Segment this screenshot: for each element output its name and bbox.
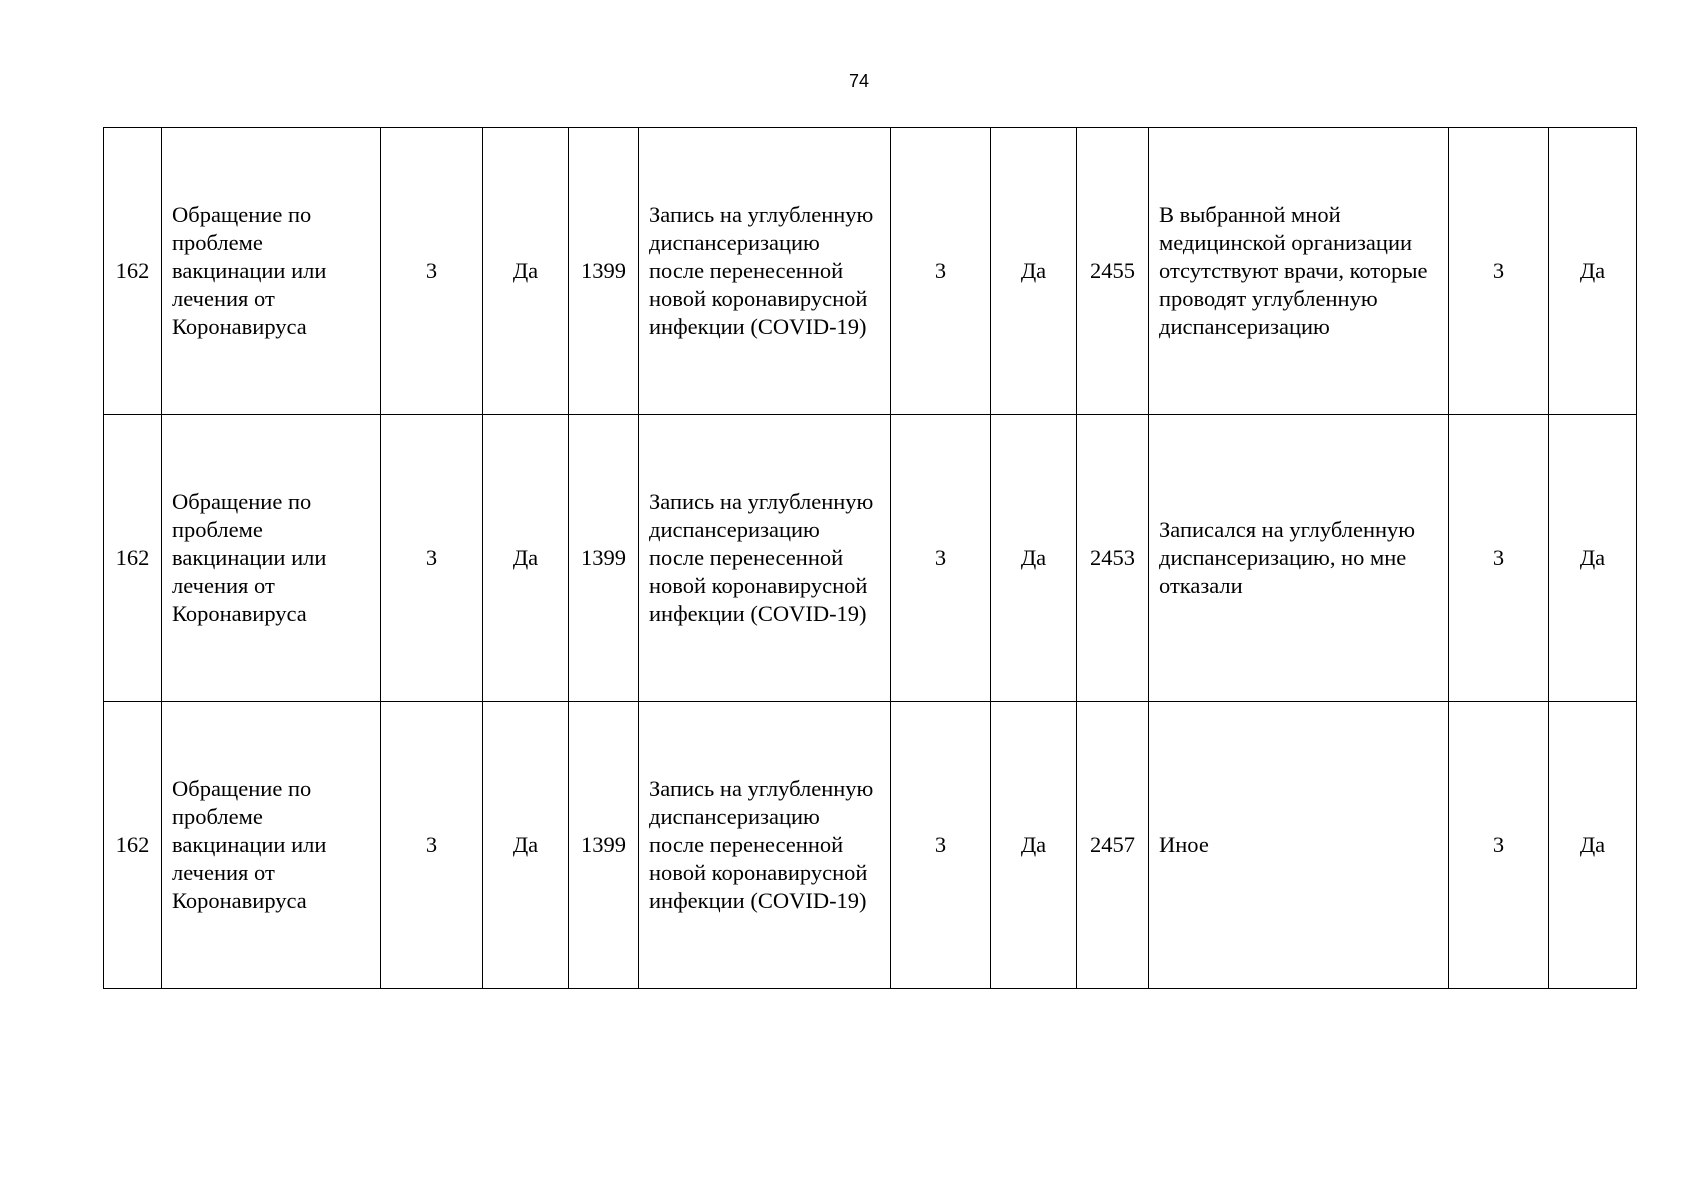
cell-topic: Обращение по проблеме вакцинации или лечения от Коронавируса — [162, 702, 381, 989]
cell-level: 3 — [381, 128, 483, 415]
cell-subtopic-level: 3 — [891, 128, 991, 415]
cell-subtopic-code: 1399 — [569, 415, 639, 702]
cell-fact-flag: Да — [1549, 415, 1637, 702]
cell-code: 162 — [104, 415, 162, 702]
cell-subtopic: Запись на углубленную диспансеризацию после перенесенной новой коронавирусной инфекции (COVID-19) — [639, 415, 891, 702]
cell-topic: Обращение по проблеме вакцинации или лечения от Коронавируса — [162, 415, 381, 702]
page-number: 74 — [848, 71, 870, 91]
cell-fact-level: 3 — [1449, 702, 1549, 989]
cell-subtopic-flag: Да — [991, 702, 1077, 989]
cell-fact-flag: Да — [1549, 128, 1637, 415]
cell-subtopic-level: 3 — [891, 702, 991, 989]
data-table — [103, 127, 1637, 989]
cell-fact: Иное — [1149, 702, 1449, 989]
cell-subtopic-flag: Да — [991, 415, 1077, 702]
cell-subtopic: Запись на углубленную диспансеризацию после перенесенной новой коронавирусной инфекции (COVID-19) — [639, 128, 891, 415]
cell-flag: Да — [483, 415, 569, 702]
cell-fact-level: 3 — [1449, 128, 1549, 415]
cell-fact-level: 3 — [1449, 415, 1549, 702]
table-row — [104, 415, 1637, 702]
cell-flag: Да — [483, 702, 569, 989]
cell-flag: Да — [483, 128, 569, 415]
cell-fact: В выбранной мной медицинской организации отсутствуют врачи, которые проводят углубленную диспансеризацию — [1149, 128, 1449, 415]
table-row — [104, 702, 1637, 989]
cell-fact-code: 2457 — [1077, 702, 1149, 989]
cell-fact-code: 2455 — [1077, 128, 1149, 415]
cell-code: 162 — [104, 128, 162, 415]
cell-code: 162 — [104, 702, 162, 989]
cell-subtopic-level: 3 — [891, 415, 991, 702]
cell-subtopic: Запись на углубленную диспансеризацию после перенесенной новой коронавирусной инфекции (COVID-19) — [639, 702, 891, 989]
cell-subtopic-code: 1399 — [569, 128, 639, 415]
cell-level: 3 — [381, 415, 483, 702]
table-row — [104, 128, 1637, 415]
cell-subtopic-code: 1399 — [569, 702, 639, 989]
cell-fact-flag: Да — [1549, 702, 1637, 989]
cell-topic: Обращение по проблеме вакцинации или лечения от Коронавируса — [162, 128, 381, 415]
cell-fact-code: 2453 — [1077, 415, 1149, 702]
cell-level: 3 — [381, 702, 483, 989]
cell-subtopic-flag: Да — [991, 128, 1077, 415]
cell-fact: Записался на углубленную диспансеризацию, но мне отказали — [1149, 415, 1449, 702]
